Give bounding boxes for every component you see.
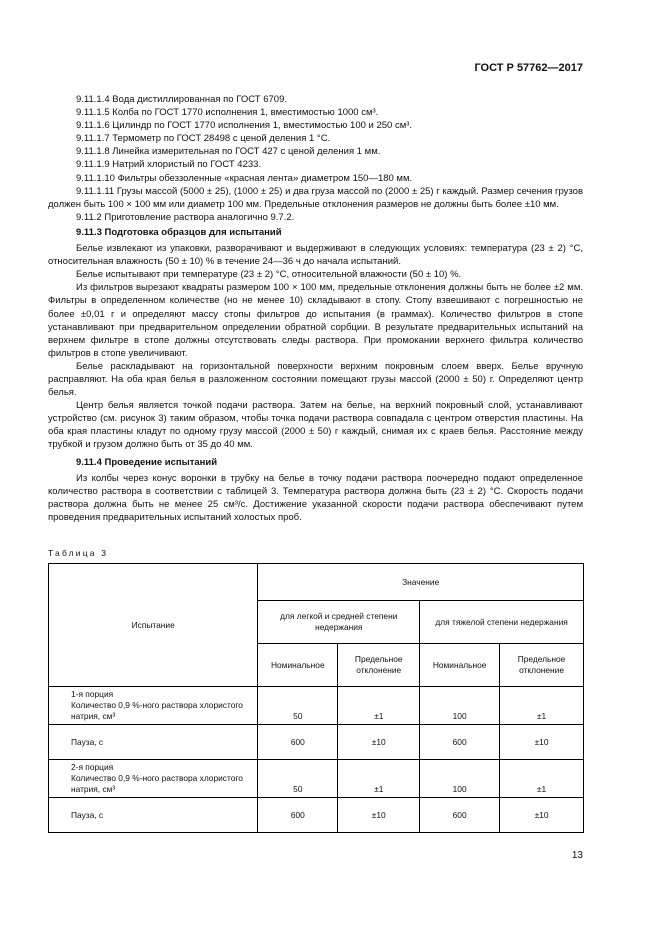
cell-value: 600 — [420, 798, 500, 833]
cell-deviation: ±1 — [338, 687, 420, 725]
cell-deviation: ±1 — [338, 760, 420, 798]
item-number: 9.11.1.8 — [76, 146, 110, 158]
cell-value: 100 — [420, 760, 500, 798]
row-description: Пауза, с — [49, 798, 258, 833]
item-text: Колба по ГОСТ 1770 исполнения 1, вместимостью 1000 см³. — [112, 107, 379, 119]
item-number: 9.11.1.6 — [76, 120, 110, 132]
section-heading-sample-prep: 9.11.3 Подготовка образцов для испытаний — [76, 226, 282, 238]
cell-value: 600 — [258, 798, 338, 833]
item-number: 9.11.1.4 — [76, 94, 110, 105]
paragraph: Из фильтров вырезают квадраты размером 100 × 100 мм, предельные отклонения должны быть не более ±2 мм. Фильтры в определенном количестве (но не менее 10) складывают в стопу. Стопу взвешивают с погрешностью не более ±0,01 г и определяют массу стопы фильтров до испытания (в граммах). Количество фильтров в стопе устанавливают при предварительном определении обратной сорбции. В результате предварительных испытаний на верхнем фильтре в стопе должны отсутствовать следы раствора. При промокании верхнего фильтра количество фильтров в стопе увеличивают. — [48, 282, 583, 359]
item-number: 9.11.1.7 — [76, 133, 110, 145]
list-item — [48, 132, 583, 145]
list-item-weights — [48, 185, 583, 211]
paragraph: Белье испытывают при температуре (23 ± 2) °С, относительной влажности (50 ± 10) %. — [76, 269, 462, 281]
header-nominal: Номинальное — [258, 644, 338, 687]
header-heavy: для тяжелой степени недержания — [420, 601, 584, 644]
header-test: Испытание — [49, 564, 258, 687]
item-text: Линейка измерительная по ГОСТ 427 с ценой деления 1 мм. — [112, 146, 381, 158]
cell-value: 600 — [420, 725, 500, 760]
cell-deviation: ±10 — [338, 725, 420, 760]
list-item — [48, 145, 583, 158]
row-description: Пауза, с — [49, 725, 258, 760]
cell-deviation: ±10 — [500, 798, 584, 833]
paragraph: Белье извлекают из упаковки, разворачивают и выдерживают в следующих условиях: температура (23 ± 2) °С, относительная влажность (50 ± 10) % в течение 24—36 ч до начала испытаний. — [48, 243, 583, 268]
item-number: 9.11.1.10 — [76, 172, 115, 184]
header-light: для легкой и средней степени недержания — [258, 601, 420, 644]
cell-value: 50 — [258, 687, 338, 725]
item-number: 9.11.1.5 — [76, 107, 110, 119]
row-desc — [49, 687, 258, 725]
table-row — [49, 687, 584, 725]
table-row — [49, 725, 584, 760]
row-desc — [49, 760, 258, 798]
item-text: Натрий хлористый по ГОСТ 4233. — [112, 159, 262, 171]
cell-value: 600 — [258, 725, 338, 760]
table-row — [49, 760, 584, 798]
paragraph: Центр белья является точкой подачи раствора. Затем на белье, на верхний покровный слой, устанавливают устройство (см. рисунок 3) таким образом, чтобы точка подачи раствора совпадала с центром отверстия пластины. На оба края пластины кладут по одному грузу массой (2000 ± 50) г каждый, снимая их с краев белья. Расстояние между трубкой и грузом должно быть от 35 до 40 мм. — [48, 400, 583, 451]
cell-value: 100 — [420, 687, 500, 725]
portion-label: 1-я порция — [71, 689, 114, 699]
list-item — [48, 158, 583, 171]
table-caption: Таблица 3 — [48, 548, 109, 558]
cell-deviation: ±10 — [338, 798, 420, 833]
table-3 — [48, 563, 584, 833]
paragraph: Белье раскладывают на горизонтальной поверхности верхним покровным слоем вверх. Белье вручную расправляют. На оба края белья в разложенном состоянии помещают грузы массой (2000 ± 50) г. Определяют центр белья. — [48, 360, 583, 399]
cell-deviation: ±1 — [500, 760, 584, 798]
list-item — [48, 93, 583, 106]
header-nominal: Номинальное — [420, 644, 500, 687]
table-row — [49, 798, 584, 833]
row-description: Количество 0,9 %-ного раствора хлористого натрия, см³ — [71, 700, 243, 721]
list-item — [48, 106, 583, 119]
main-text — [48, 93, 583, 524]
cell-value: 50 — [258, 760, 338, 798]
cell-deviation: ±1 — [500, 687, 584, 725]
item-text: Вода дистиллированная по ГОСТ 6709. — [112, 94, 287, 105]
paragraph: Из колбы через конус воронки в трубку на белье в точку подачи раствора поочередно подают определенное количество раствора в соответствии с таблицей 3. Температура раствора должна быть (23 ± 2) °С. Скорость подачи раствора должна быть не менее 25 см³/с. Достижение указанной скорости подачи раствора обеспечивают путем проведения предварительных испытаний холостых проб. — [48, 472, 583, 523]
page-number: 13 — [571, 850, 583, 861]
table-header-row — [49, 564, 584, 601]
header-value: Значение — [258, 564, 584, 601]
item-text: Грузы массой (5000 ± 25), (1000 ± 25) и два груза массой по (2000 ± 25) г каждый. Размер сечения грузов должен быть 100 × 100 мм или диаметр 100 мм. Предельные отклонения размеров не должны быть более ±10 мм. — [48, 185, 583, 210]
item-text: Цилиндр по ГОСТ 1770 исполнения 1, вместимостью 100 и 250 см³. — [112, 120, 413, 132]
item-text: Фильтры обеззоленные «красная лента» диаметром 150—180 мм. — [117, 172, 413, 184]
row-description: Количество 0,9 %-ного раствора хлористого натрия, см³ — [71, 773, 243, 794]
list-item — [48, 172, 583, 185]
portion-label: 2-я порция — [71, 762, 114, 772]
header-deviation: Предельное отклонение — [500, 644, 584, 687]
section-heading-testing: 9.11.4 Проведение испытаний — [76, 456, 218, 468]
list-item — [48, 119, 583, 132]
list-item — [48, 211, 583, 224]
header-deviation: Предельное отклонение — [338, 644, 420, 687]
document-code: ГОСТ Р 57762—2017 — [474, 62, 583, 74]
item-number: 9.11.2 — [76, 211, 102, 223]
item-text: Приготовление раствора аналогично 9.7.2. — [104, 211, 295, 223]
item-number: 9.11.1.11 — [76, 185, 115, 197]
item-text: Термометр по ГОСТ 28498 с ценой деления 1 °С. — [112, 133, 331, 145]
cell-deviation: ±10 — [500, 725, 584, 760]
item-number: 9.11.1.9 — [76, 159, 110, 171]
